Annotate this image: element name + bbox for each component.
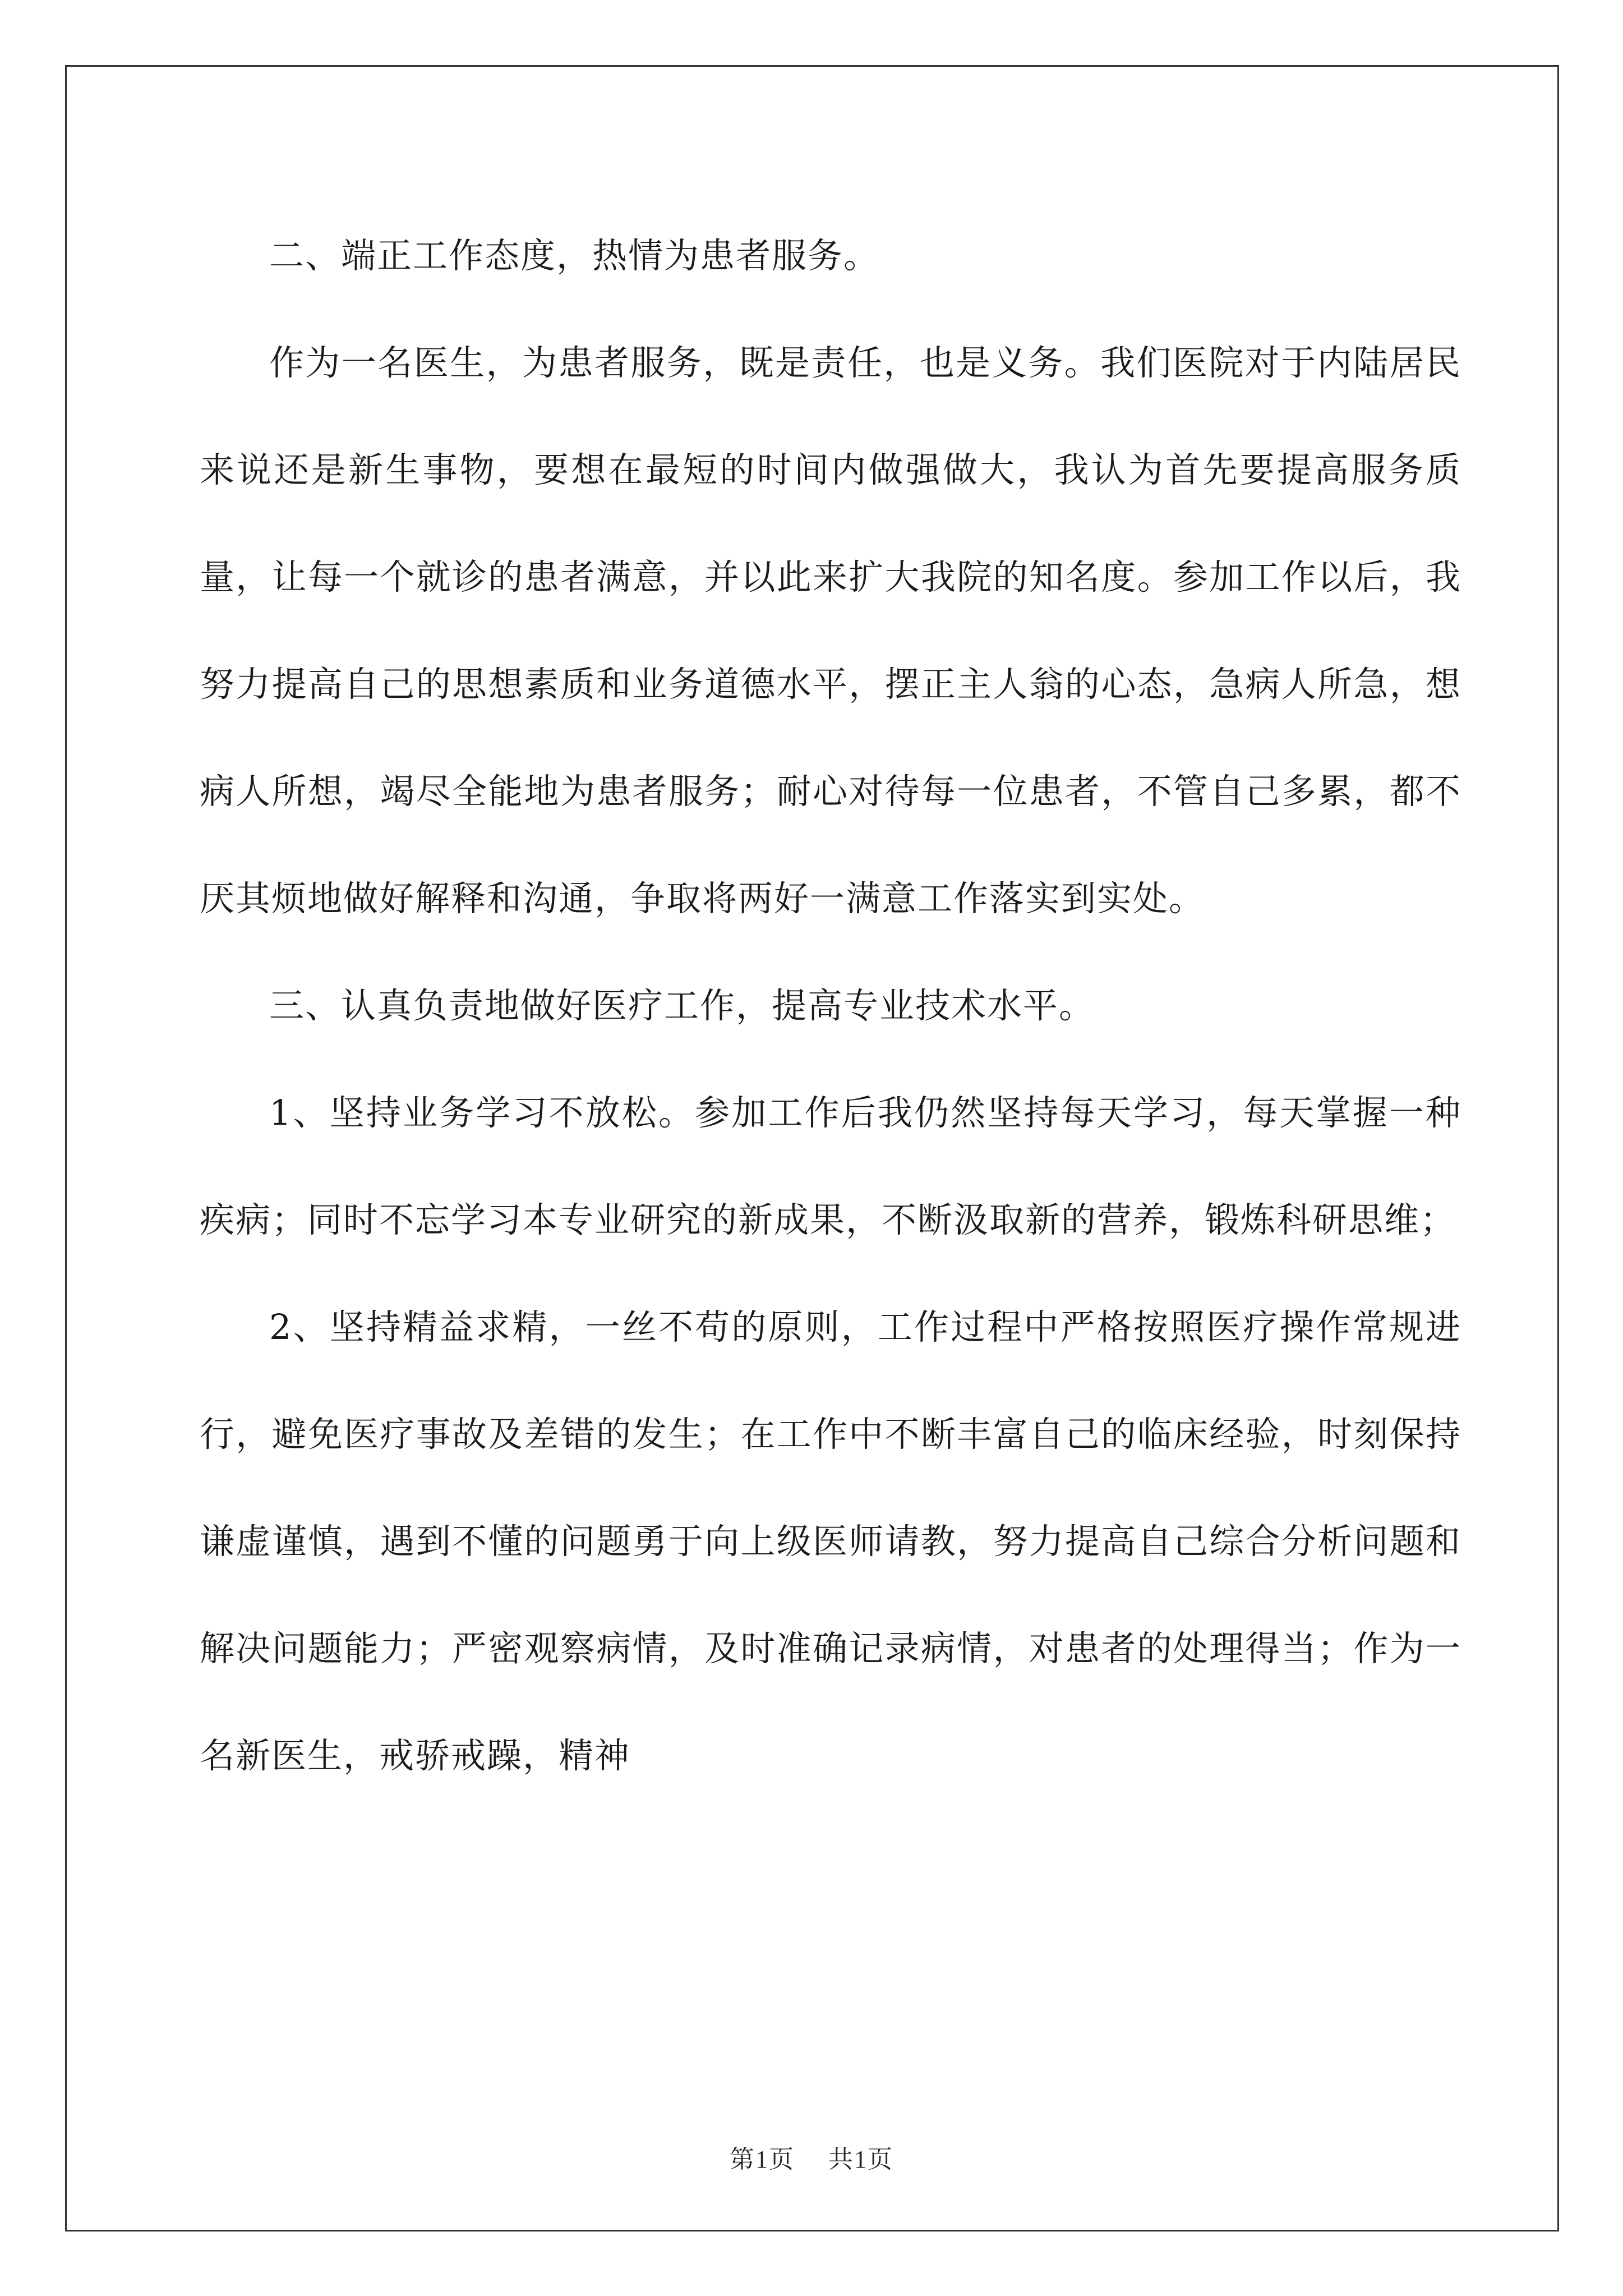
paragraph-service: 作为一名医生，为患者服务，既是责任，也是义务。我们医院对于内陆居民来说还是新生事物，要想在最短的时间内做强做大，我认为首先要提高服务质量，让每一个就诊的患者满意，并以此来扩大我院的知名度。参加工作以后，我努力提高自己的思想素质和业务道德水平，摆正主人翁的心态，急病人所急，想病人所想，竭尽全能地为患者服务；耐心对待每一位患者，不管自己多累，都不厌其烦地做好解释和沟通，争取将两好一满意工作落实到实处。	[200, 342, 1461, 919]
document-body	[200, 202, 1461, 1809]
page-total: 共1页	[828, 2146, 893, 2173]
page-footer	[0, 2143, 1623, 2177]
page-number: 第1页	[730, 2146, 795, 2173]
paragraph-item-1: 1、坚持业务学习不放松。参加工作后我仍然坚持每天学习，每天掌握一种疾病；同时不忘学习本专业研究的新成果，不断汲取新的营养，锻炼科研思维；	[200, 1092, 1461, 1240]
section-heading-three: 三、认真负责地做好医疗工作，提高专业技术水平。	[269, 985, 1095, 1026]
section-heading-two: 二、端正工作态度，热情为患者服务。	[269, 235, 880, 276]
paragraph-item-2: 2、坚持精益求精，一丝不苟的原则，工作过程中严格按照医疗操作常规进行，避免医疗事故及差错的发生；在工作中不断丰富自己的临床经验，时刻保持谦虚谨慎，遇到不懂的问题勇于向上级医师请教，努力提高自己综合分析问题和解决问题能力；严密观察病情，及时准确记录病情，对患者的处理得当；作为一名新医生，戒骄戒躁，精神	[200, 1306, 1461, 1776]
